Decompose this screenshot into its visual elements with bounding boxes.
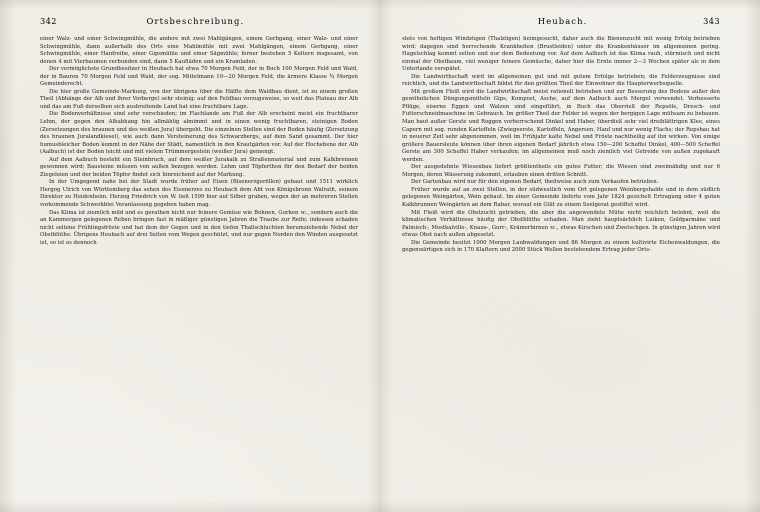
left-text-column xyxy=(40,36,358,247)
paragraph: Die Bodenverhältnisse sind sehr verschieden; im Flachlande am Fuß der Alb erscheint meist ein fruchtbarer Lehm, der gegen den Albabhang hin allmählig abnimmt und in einen wenig fruchtbaren, steinigen Boden (Zersetzungen des braunen und des weißen Jura) übergeht. Die einzelnen Stellen sind der Boden häufig (Zersetzung des braunen Juralandkiesel), wie auch dann Versteinerung des Schwarzbergs, auf dem Sand gesammt. Der hier humusbleicher Boden kommt in der Nähe der Städt, namentlich in den Krautgärten vor. Auf der Hochebene der Alb (Aalbuch) ist der Boden leicht und mit vielem Trümmergestein (weißer Jura) gemengt. xyxy=(40,111,358,156)
paragraph: Der vermöglichste Grundbesitzer in Heubach hat etwa 70 Morgen Feld, der in Buch 100 Morgen Feld und Wald, der in Bauren 70 Morgen Feld und Wald, der sog. Mittelmann 10—20 Morgen Feld, die ärmere Klasse ¾ Morgen Gemeinderecht. xyxy=(40,66,358,88)
paragraph: Der ausgedehnte Wiesenbau liefert größtentheils ein gutes Futter; die Wiesen sind zweimähdig und nur 6 Morgen, deren Wässerung zukommt, erlauben einen dritten Schnitt. xyxy=(402,164,720,178)
paragraph: Mit großem Fleiß wird die Landwirthschaft meist rationell betrieben und zur Besserung des Bodens außer den gewöhnlichen Düngungsmitteln Gips, Kompost, Asche, auf dem Aalbuch auch Mergel verwendet. Verbesserte Pflüge, eiserne Eggen und Walzen sind eingeführt, in Buch das Oberrieß der Repsöle, Dresch- und Futterschneidmaschine im Gebrauch. Im größer Theil der Felder ist wegen der bergigen Lage mühsam zu bebauen. Man baut außer Gerste und Roggen vorherrschend Dinkel und Haber, überdieß sehr viel dreiblättrigen Klee, eines Capern mit sog. runden Kartoffeln (Zwiegeerste, Kartoffeln, Angersen, Hanf und nur wenig Flachs; der Repsbau hat in neuerer Zeit sehr abgenommen, weil im Frühjahr kalte Nebel und Fröste nachtheilig auf ihn wirken. Von einige größere Bauersleute können über ihren eigenen Bedarf jährlich etwa 150—200 Scheffel Dinkel, 400—500 Scheffel Gerste am 300 Scheffel Haber verkaufen; im allgemeinen muß noch ziemlich viel Getreide von außen zugekauft werden. xyxy=(402,88,720,163)
paragraph: Früher wurde auf an zwei Stellen, in der südwestlich vom Ort gelegenen Weinbergshalde und in dem südlich gelegenen Weingärten, Wein gebaut. Im einer Gemeinde lieferte vom Jahr 1824 gesichelt Ertragung oder 4 guten Kalkbrunnen Weingärten an dem Rabar, worauf ein Gült zu einem Seelgerat gestiftet wird. xyxy=(402,186,720,209)
right-folio-number: 343 xyxy=(703,16,720,26)
paragraph: Die hier große Gemeinde-Markung, von der übrigens über die Hälfte dem Waldbau dient, ist zu einem großen Theil (Abhänge der Alb und ihrer Vorberge) sehr steinig; auf den Feldbau vorzugsweise, so weit das Plateau der Alb und das am Fuß derselben sich ausbreitende Land hat eine fruchtbare Lage. xyxy=(40,88,358,110)
right-page xyxy=(380,16,746,502)
right-text-column xyxy=(402,36,720,255)
left-running-head xyxy=(40,16,358,27)
paragraph: stets von heftigen Windzügen (Thalzügen) heimgesucht, daher auch die Bienenzucht mit wenig Erfolg betrieben wird; dagegen sind herrschende Krankheiten (Brustleiden) unter die Krankenhäuser im allgemeinen gering. Hagelschlag kommt selten und nur dem Bedeutung vor. Auf dem Aalbuch ist das Klima rauh, stürmisch und nicht einmal der Obstbaum, viel weniger feinere Gemüsche, daher hier die Ernte immer 2—3 Wochen später als in dem Unterlande verspätet. xyxy=(402,36,720,73)
paragraph: Der Gartenbau wird nur für den eigenen Bedarf, theilweise auch zum Verkaufen betrieben. xyxy=(411,179,659,186)
right-running-head xyxy=(402,16,720,27)
paragraph: einer Walz- und einer Schwingmühle, die andere mit zwei Mahlgängen, einem Gerbgang, einer Walz- und einer Schwingmühle, dann außerhalb des Orts eine Mahlmühle mit zwei Mahlgängen, einem Gerbgang, einer Schwingmühle, einer Hanfreibe, einer Gipsmühle und einer Sägmühle; ferner bestehen 5 Keltern insgesamt, von denen 4 mit Vierbaumen verbunden sind, dann 5 Kaufläden und ein Kramladen. xyxy=(40,36,358,65)
right-running-title: Heubach. xyxy=(537,16,588,26)
paragraph: Mit Fleiß wird die Obstzucht getrieben, die aber die angewendete Mühe nicht reichlich belohnt, weil die klimatischen Verhältnisse häufig der Obstblüthe schaden. Man zieht hauptsächlich Luiken, Goldparmäne und Palmisch-, Mostkalville-, Knaus-, Gurr-, Krämerbirnen ꝛc., etwas Kirschen und Zwetschgen. In günstigen Jahren wird etwas Obst nach außen abgesetzt. xyxy=(402,209,720,239)
left-folio-number: 342 xyxy=(40,16,57,26)
left-page xyxy=(14,16,380,502)
paragraph: Auf dem Aalbuch besteht ein Steinbruch, auf dem weißer Jurakalk zu Straßenmaterial und zum Kalkbrennen gewonnen wird; Bausteine müssen von außen bezogen werden. Lehm und Töpferthon für den Bedarf der beiden Ziegeleien und der beiden Töpfer findet sich hinreichend auf der Markung. xyxy=(40,156,358,178)
paragraph: In der Umgegend nahe bei der Stadt wurde früher auf Eisen (Bisenerzgeröllen) gebaut und 1511 wirklich Hergog Ulrich von Württemberg das sehen des Eisenerzes zu Heubach dem Abt von Königsbronn Walrath, seinem Direktor zu Heidenheim. Herzog Friedrich von W. ließ 1599 hier auf Silber graben, wegen der an mehreren Stellen vorkommende Schwerkblei Veranlassung gegeben haben mag. xyxy=(40,179,358,209)
paragraph: Die Gemeinde besitzt 1000 Morgen Laubwaldungen und 86 Morgen zu einem kultivirte Eichenwaldungen, die gegenwärtigen sich in 170 Klaftern und 2000 Stück Wellen bestehendem Ertrag jeder Orts- xyxy=(402,239,720,254)
paragraph: Die Landwirthschaft wird im allgemeinen gut und mit gutem Erfolge betrieben; die Felderzeugnisse sind reichlich, und die Landwirthschaft bildet für den größten Theil der Einwohner die Haupterwerbsquelle. xyxy=(402,73,720,88)
left-running-title: Ortsbeschreibung. xyxy=(146,16,245,26)
paragraph: Das Klima ist ziemlich mild und es gerathen nicht nur feinere Gemüse wie Bohnen, Gurken ꝛc., sondern auch die an Kammergen gelegenen Reben bringen fast in mäßiger günstigen Jahren die Traube zur Reife; indessen schaden nicht seltene Frühlingsfröste und hat dem der Gegen und in den tiefen Thallschluchten herumziehende Nebel der Obstblüthe. Übrigens Heubach auf drei Seiten vom Wegen geschützt, und nur gegen Norden den Winden ausgesetzt ist, so ist es dennoch xyxy=(40,209,358,246)
